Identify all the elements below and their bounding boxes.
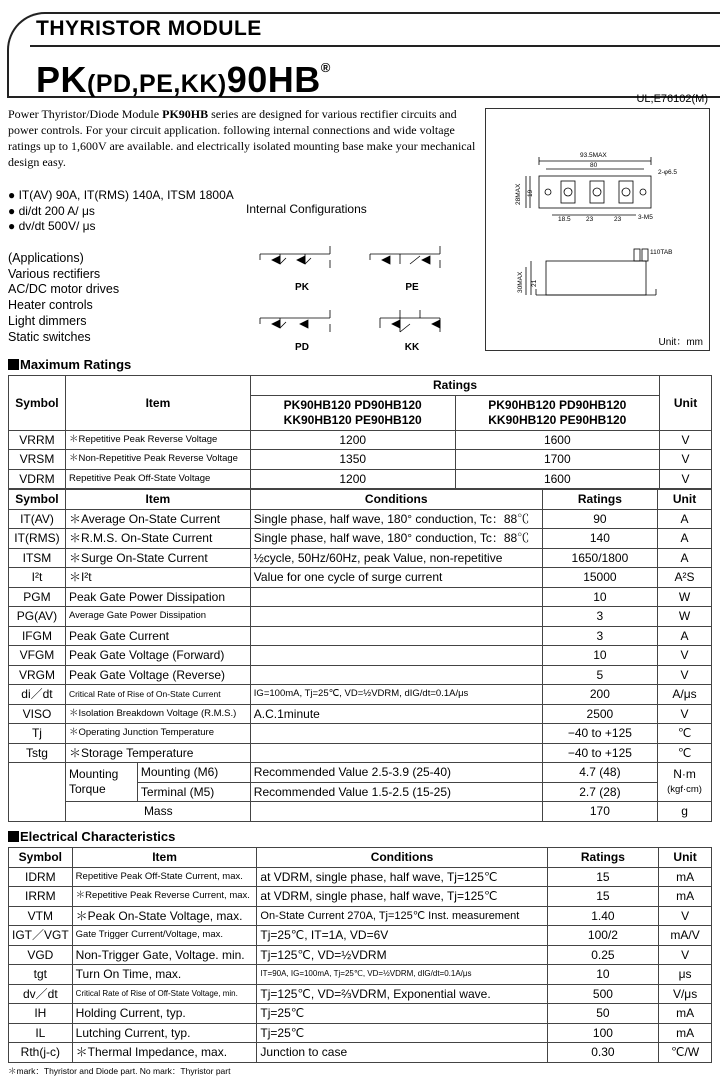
dim-label: 19: [527, 189, 534, 197]
unit-label: Unit：mm: [658, 337, 703, 348]
dim-label: 80: [590, 162, 598, 169]
table-row: IFGM Peak Gate Current 3 A: [9, 626, 712, 646]
table-row: IGT／VGT Gate Trigger Current/Voltage, max. Tj=25℃, IT=1A, VD=6V 100/2 mA/V: [9, 926, 712, 946]
product-category: THYRISTOR MODULE: [36, 17, 262, 40]
voltage-ratings-table: [8, 375, 712, 489]
col-header: Symbol: [9, 490, 66, 510]
table-row: IT(AV) ＊Average On-State Current Single phase, half wave, 180° conduction, Tc：88℃ 90 A: [9, 509, 712, 529]
table-row: VFGM Peak Gate Voltage (Forward) 10 V: [9, 646, 712, 666]
mounting-torque-label: Mounting Torque: [65, 763, 137, 802]
application-item: AC/DC motor drives: [8, 282, 120, 297]
table-row: IDRM Repetitive Peak Off-State Current, max. at VDRM, single phase, half wave, Tj=125℃ 15 mA: [9, 867, 712, 887]
table-row: Tj ＊Operating Junction Temperature −40 to +125 ℃: [9, 724, 712, 744]
table-row: VRGM Peak Gate Voltage (Reverse) 5 V: [9, 665, 712, 685]
table-row: I²t ＊I²t Value for one cycle of surge current 15000 A²S: [9, 568, 712, 588]
torque-unit: N·m (kgf·cm): [658, 763, 712, 802]
section-title-max-ratings: Maximum Ratings: [8, 357, 131, 372]
table-row: IRRM ＊Repetitive Peak Reverse Current, max. at VDRM, single phase, half wave, Tj=125℃ 15 mA: [9, 887, 712, 907]
electrical-characteristics-table: [8, 847, 712, 1063]
table-row: Rth(j-c) ＊Thermal Impedance, max. Junction to case 0.30 ℃/W: [9, 1043, 712, 1063]
feature-list: [8, 188, 234, 235]
dim-label: 18.5: [558, 216, 571, 223]
table-row: VGD Non-Trigger Gate, Voltage. min. Tj=125℃, VD=½VDRM 0.25 V: [9, 945, 712, 965]
table-row: VDRM Repetitive Peak Off-State Voltage 1200 1600 V: [9, 469, 712, 489]
dim-label: 3-M5: [638, 214, 653, 221]
ratings-group-2: PK90HB120 PD90HB120 KK90HB120 PE90HB120: [455, 395, 660, 430]
dim-label: 21: [531, 279, 538, 287]
config-label-kk: KK: [404, 342, 420, 353]
table-row: PGM Peak Gate Power Dissipation 10 W: [9, 587, 712, 607]
col-header: Ratings: [542, 490, 657, 510]
table-row: IT(RMS) ＊R.M.S. On-State Current Single phase, half wave, 180° conduction, Tc：88℃ 140 A: [9, 529, 712, 549]
col-header: Symbol: [9, 376, 66, 431]
table-row: di／dt Critical Rate of Rise of On-State Current IG=100mA, Tj=25℃, VD=½VDRM, dIG/dt=0.1A/μs 200 A/μs: [9, 685, 712, 705]
table-row: dv／dt Critical Rate of Rise of Off-State Voltage, min. Tj=125℃, VD=⅔VDRM, Exponential wave. 500 V/μs: [9, 984, 712, 1004]
application-item: Various rectifiers: [8, 266, 101, 281]
col-header: Unit: [660, 376, 712, 431]
col-header: Item: [72, 848, 257, 868]
dim-label: 23: [586, 216, 594, 223]
section-title-electrical: Electrical Characteristics: [8, 829, 175, 844]
feature-item: ● di/dt 200 A/ μs: [8, 203, 95, 218]
feature-item: ● dv/dt 500V/ μs: [8, 219, 96, 233]
footnote: ＊mark：Thyristor and Diode part. No mark：Thyristor part: [8, 1066, 231, 1076]
table-row: IL Lutching Current, typ. Tj=25℃ 100 mA: [9, 1023, 712, 1043]
config-label-pd: PD: [295, 342, 309, 353]
dim-label: 2-φ6.5: [658, 169, 678, 176]
mechanical-drawing: [485, 108, 710, 351]
col-header: Item: [65, 376, 250, 431]
dim-label: 28MAX: [515, 183, 522, 205]
col-header: Ratings: [547, 848, 659, 868]
application-item: Static switches: [8, 329, 91, 344]
dim-label: 110TAB: [650, 249, 673, 256]
col-header: Ratings: [250, 376, 659, 396]
col-header: Conditions: [257, 848, 547, 868]
table-row: VRSM ＊Non-Repetitive Peak Reverse Voltage 1350 1700 V: [9, 450, 712, 470]
application-item: Light dimmers: [8, 313, 87, 328]
col-header: Unit: [658, 490, 712, 510]
table-row: Mounting Torque Mounting (M6) Recommended Value 2.5-3.9 (25-40) 4.7 (48) N·m (kgf·cm): [9, 763, 712, 783]
dim-label: 23: [614, 216, 622, 223]
config-label-pe: PE: [405, 282, 419, 293]
title-divider: [30, 45, 720, 47]
dim-label: 30MAX: [517, 271, 524, 293]
col-header: Symbol: [9, 848, 73, 868]
table-row: IH Holding Current, typ. Tj=25℃ 50 mA: [9, 1004, 712, 1024]
table-row: ITSM ＊Surge On-State Current ½cycle, 50Hz/60Hz, peak Value, non-repetitive 1650/1800 A: [9, 548, 712, 568]
col-header: Conditions: [250, 490, 542, 510]
table-row: VISO ＊Isolation Breakdown Voltage (R.M.S.) A.C.1minute 2500 V: [9, 704, 712, 724]
ratings-group-1: PK90HB120 PD90HB120 KK90HB120 PE90HB120: [250, 395, 455, 430]
feature-item: ● IT(AV) 90A, IT(RMS) 140A, ITSM 1800A: [8, 188, 234, 202]
col-header: Unit: [659, 848, 712, 868]
table-row: Terminal (M5) Recommended Value 1.5-2.5 (15-25) 2.7 (28): [9, 782, 712, 802]
config-label-pk: PK: [295, 282, 309, 293]
table-row: VRRM ＊Repetitive Peak Reverse Voltage 1200 1600 V: [9, 430, 712, 450]
col-header: Item: [65, 490, 250, 510]
dim-label: 93.5MAX: [580, 152, 607, 159]
table-row: Mass 170 g: [9, 802, 712, 822]
outline-drawing: [486, 109, 709, 350]
applications-title: (Applications): [8, 251, 84, 265]
table-row: PG(AV) Average Gate Power Dissipation 3 W: [9, 607, 712, 627]
applications-list: [8, 251, 119, 345]
product-code: PK(PD,PE,KK)90HB®: [36, 59, 331, 100]
table-row: tgt Turn On Time, max. IT=90A, IG=100mA, Tj=25℃, VD=½VDRM, dIG/dt=0.1A/μs 10 μs: [9, 965, 712, 985]
intro-paragraph: Power Thyristor/Diode Module PK90HB series are designed for various rectifier circuits and power controls. For your circuit application. following internal connections and wide voltage ratings up to 1,600V are available. and electrically isolated mounting base make your mechanical design easy.: [8, 107, 476, 169]
max-ratings-table: [8, 489, 712, 822]
table-row: VTM ＊Peak On-State Voltage, max. On-State Current 270A, Tj=125℃ Inst. measurement 1.40 V: [9, 906, 712, 926]
ul-file-number: UL;E76102(M): [636, 93, 708, 105]
table-row: Tstg ＊Storage Temperature −40 to +125 ℃: [9, 743, 712, 763]
internal-config-title: Internal Configurations: [246, 202, 367, 216]
application-item: Heater controls: [8, 298, 93, 313]
